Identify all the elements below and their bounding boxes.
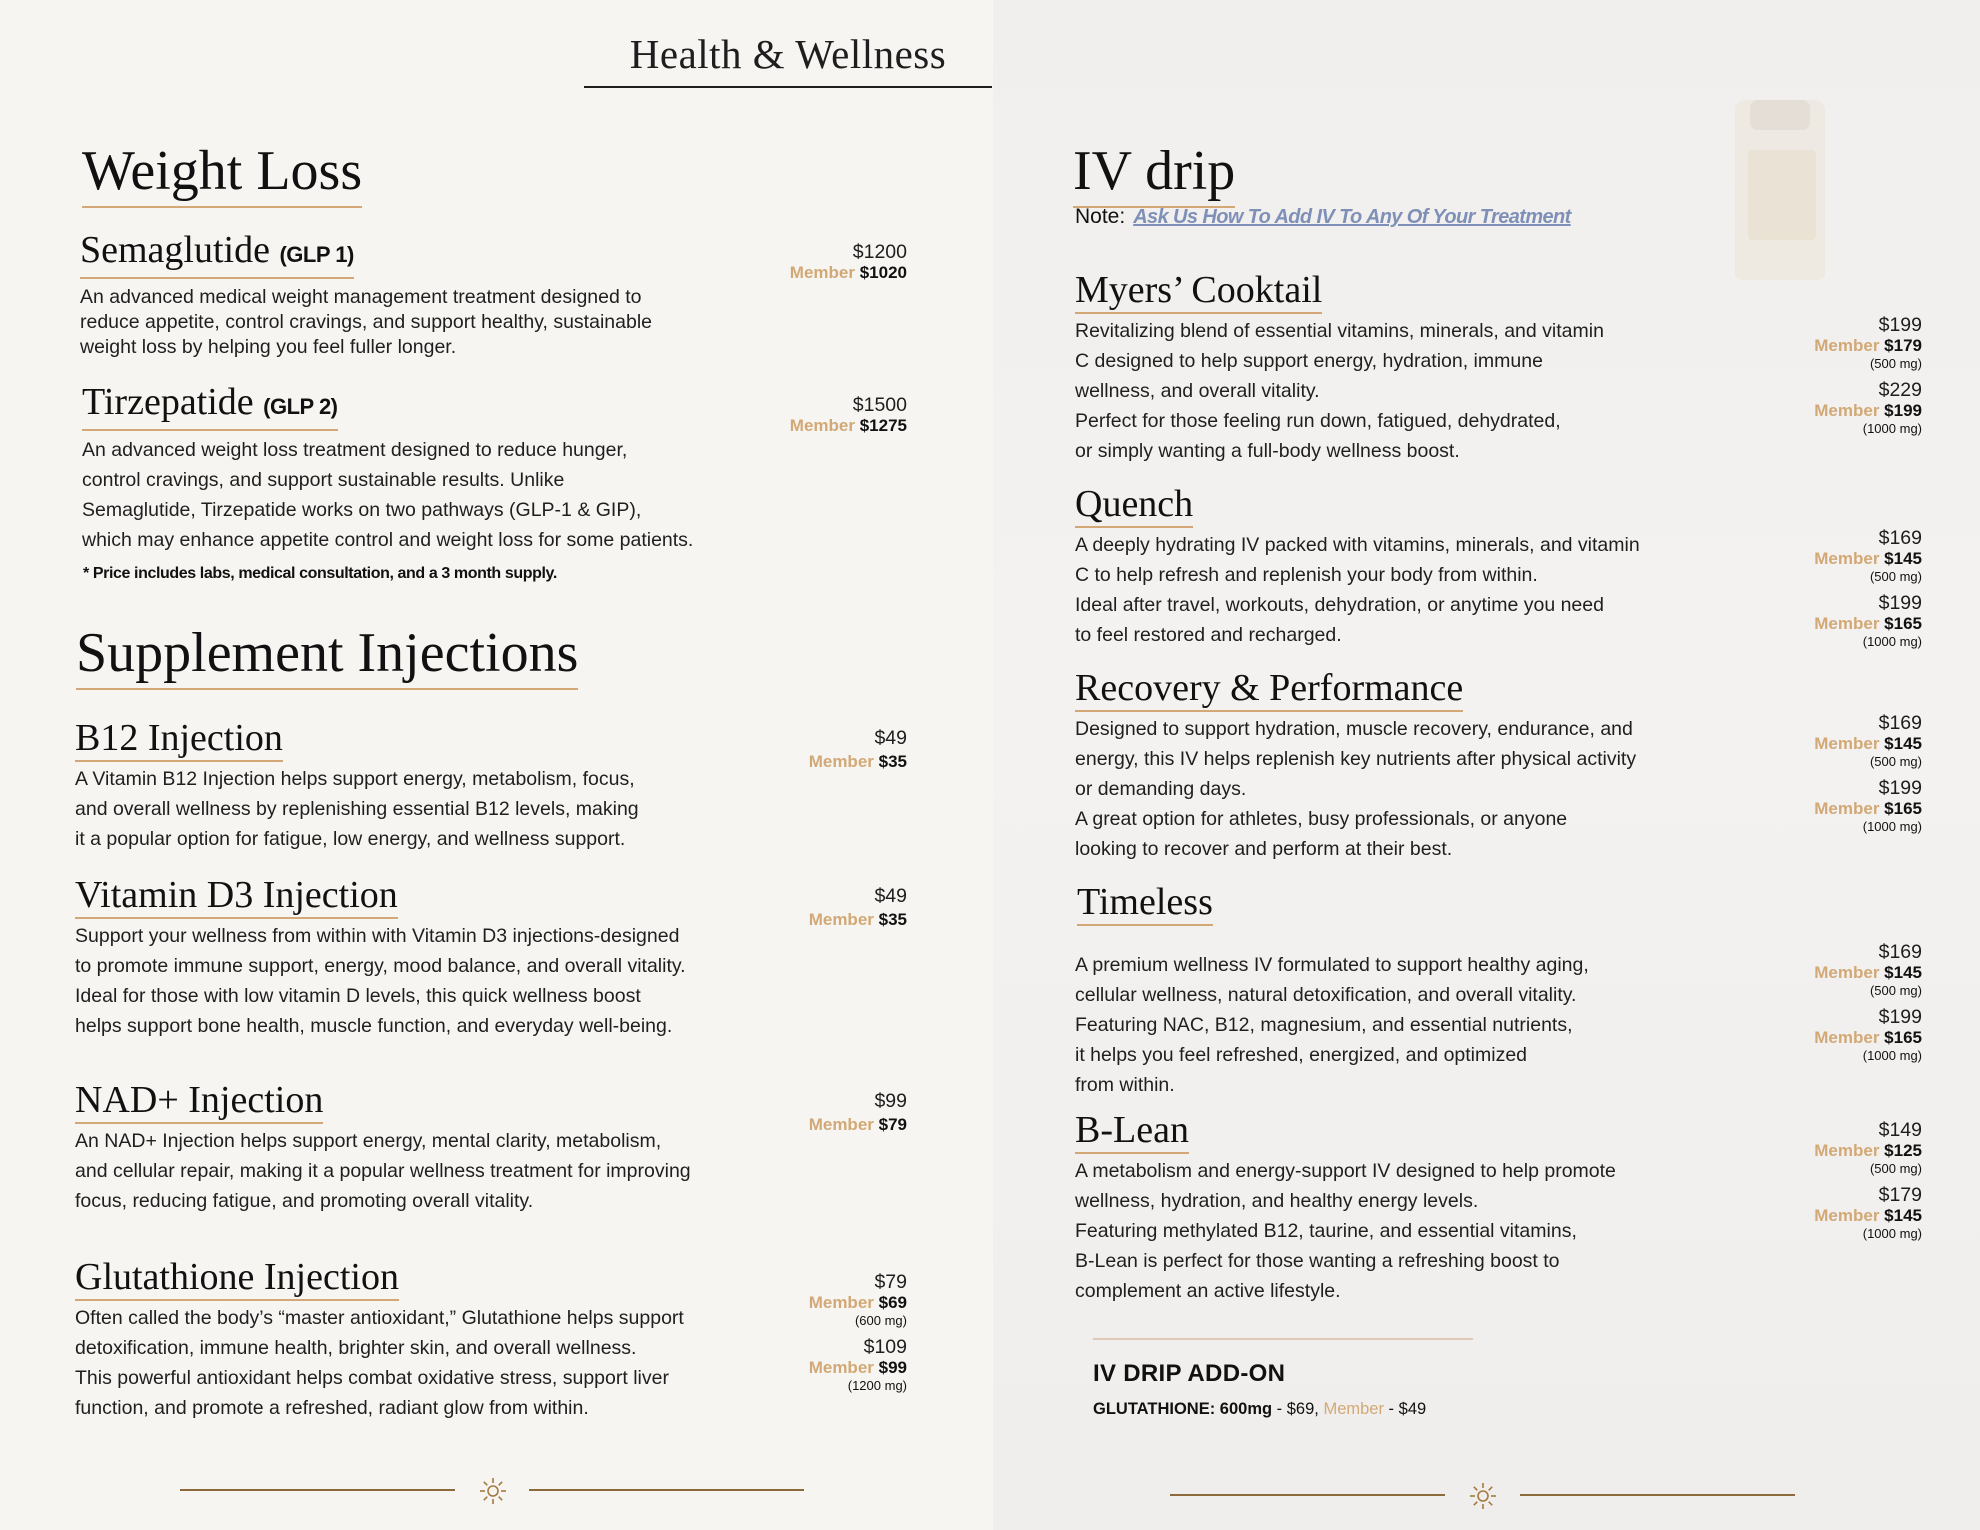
member-price: Member $179 bbox=[1814, 336, 1922, 355]
b12-injection-item bbox=[75, 716, 795, 854]
recovery-performance-title: Recovery & Performance bbox=[1075, 666, 1463, 712]
vial-label-image bbox=[1748, 150, 1816, 240]
regular-price: $199 bbox=[1878, 592, 1922, 614]
dose-label: (500 mg) bbox=[1869, 569, 1922, 584]
timeless-price bbox=[1814, 942, 1922, 1064]
member-price: Member $199 bbox=[1814, 401, 1922, 420]
nad-injection-item bbox=[75, 1078, 795, 1216]
sun-ornament-icon bbox=[479, 1477, 507, 1505]
iv-note bbox=[1075, 205, 1571, 229]
member-price: Member $145 bbox=[1814, 1206, 1922, 1225]
vitamin-d3-injection-price bbox=[809, 886, 907, 930]
regular-price: $199 bbox=[1878, 777, 1922, 799]
dose-label: (1200 mg) bbox=[847, 1378, 907, 1393]
timeless-item bbox=[1077, 880, 1717, 1100]
page-header bbox=[584, 26, 992, 88]
myers-cocktail-item bbox=[1075, 268, 1715, 466]
tirzepatide-description: An advanced weight loss treatment designed to reduce hunger, control cravings, and support sustainable results. Unlike Semaglutide, Tirzepatide works on two pathways (GLP-1 & GIP), which may enhance appetite control and weight loss for some patients. bbox=[82, 439, 694, 551]
dose-label: (1000 mg) bbox=[1862, 819, 1922, 834]
member-price: Member $1275 bbox=[789, 416, 907, 435]
glutathione-injection-price bbox=[809, 1272, 907, 1394]
semaglutide-description: An advanced medical weight management treatment designed to reduce appetite, control cravings, and support healthy, sustainable weight loss by helping you feel fuller longer. bbox=[80, 286, 652, 358]
member-price: Member $145 bbox=[1814, 963, 1922, 982]
note-label: Note: bbox=[1075, 205, 1126, 228]
quench-title: Quench bbox=[1075, 482, 1193, 528]
quench-price bbox=[1814, 528, 1922, 650]
price-footnote: * Price includes labs, medical consultation, and a 3 month supply. bbox=[83, 565, 557, 582]
member-price: Member $165 bbox=[1814, 614, 1922, 633]
regular-price: $169 bbox=[1878, 941, 1922, 963]
myers-cocktail-title: Myers’ Cooktail bbox=[1075, 268, 1322, 314]
myers-cocktail-description: Revitalizing blend of essential vitamins, minerals, and vitamin C designed to help support energy, hydration, immune wellness, and overall vitality. Perfect for those feeling run down, fatigued, dehydrated, or simply wanting a full-body wellness boost. bbox=[1075, 320, 1604, 462]
dose-label: (600 mg) bbox=[854, 1313, 907, 1328]
member-price: Member $165 bbox=[1814, 799, 1922, 818]
member-price: Member $145 bbox=[1814, 549, 1922, 568]
recovery-performance-item bbox=[1075, 666, 1715, 864]
footer-divider-right-2 bbox=[1520, 1494, 1795, 1496]
page-title: Health & Wellness bbox=[629, 31, 947, 77]
glutathione-injection-title: Glutathione Injection bbox=[75, 1255, 399, 1301]
b12-injection-description: A Vitamin B12 Injection helps support energy, metabolism, focus, and overall wellness by replenishing essential B12 levels, making it a popular option for fatigue, low energy, and wellness support. bbox=[75, 768, 639, 850]
vitamin-d3-injection-title: Vitamin D3 Injection bbox=[75, 873, 398, 919]
vial-cap-image bbox=[1750, 100, 1810, 130]
regular-price: $1500 bbox=[852, 394, 907, 416]
vitamin-d3-injection-item bbox=[75, 873, 795, 1041]
nad-injection-price bbox=[809, 1091, 907, 1135]
recovery-performance-price bbox=[1814, 713, 1922, 835]
dose-label: (1000 mg) bbox=[1862, 634, 1922, 649]
dose-label: (1000 mg) bbox=[1862, 1048, 1922, 1063]
regular-price: $99 bbox=[874, 1090, 907, 1112]
regular-price: $169 bbox=[1878, 712, 1922, 734]
semaglutide-item bbox=[80, 228, 780, 360]
tirzepatide-item bbox=[82, 380, 802, 555]
regular-price: $229 bbox=[1878, 379, 1922, 401]
semaglutide-price bbox=[790, 242, 907, 283]
tirzepatide-title: Tirzepatide (GLP 2) bbox=[82, 380, 338, 431]
tirzepatide-subtitle: (GLP 2) bbox=[263, 394, 338, 419]
footer-divider-left-2 bbox=[1170, 1494, 1445, 1496]
quench-description: A deeply hydrating IV packed with vitamins, minerals, and vitamin C to help refresh and replenish your body from within. Ideal after travel, workouts, dehydration, or anytime you need to feel restored and recharged. bbox=[1075, 534, 1640, 646]
glutathione-injection-description: Often called the body’s “master antioxidant,” Glutathione helps support detoxification, immune health, brighter skin, and overall wellness. This powerful antioxidant helps combat oxidative stress, support liver function, and promote a refreshed, radiant glow from within. bbox=[75, 1307, 684, 1419]
dose-label: (500 mg) bbox=[1869, 983, 1922, 998]
nad-injection-description: An NAD+ Injection helps support energy, mental clarity, metabolism, and cellular repair, making it a popular wellness treatment for improving focus, reducing fatigue, and promoting overall vitality. bbox=[75, 1130, 691, 1212]
dose-label: (1000 mg) bbox=[1862, 1226, 1922, 1241]
dose-label: (1000 mg) bbox=[1862, 421, 1922, 436]
regular-price: $79 bbox=[874, 1271, 907, 1293]
iv-drip-addon bbox=[1093, 1338, 1473, 1419]
addon-title: IV DRIP ADD-ON bbox=[1093, 1360, 1286, 1387]
regular-price: $179 bbox=[1878, 1184, 1922, 1206]
recovery-performance-description: Designed to support hydration, muscle recovery, endurance, and energy, this IV helps replenish key nutrients after physical activity or demanding days. A great option for athletes, busy professionals, or anyone looking to recover and perform at their best. bbox=[1075, 718, 1637, 860]
supplement-injections-heading: Supplement Injections bbox=[76, 620, 578, 690]
note-link[interactable]: Ask Us How To Add IV To Any Of Your Treatment bbox=[1133, 206, 1571, 228]
regular-price: $1200 bbox=[852, 241, 907, 263]
footer-divider-left bbox=[180, 1489, 455, 1491]
weight-loss-heading: Weight Loss bbox=[82, 138, 362, 208]
vitamin-d3-injection-description: Support your wellness from within with Vitamin D3 injections-designed to promote immune support, energy, mood balance, and overall vitality. Ideal for those with low vitamin D levels, this quick wellness boost helps support bone health, muscle function, and everyday well-being. bbox=[75, 925, 686, 1037]
dose-label: (500 mg) bbox=[1869, 1161, 1922, 1176]
dose-label: (500 mg) bbox=[1869, 754, 1922, 769]
member-price: Member $125 bbox=[1814, 1141, 1922, 1160]
member-price: Member $79 bbox=[808, 1115, 907, 1134]
regular-price: $49 bbox=[874, 885, 907, 907]
tirzepatide-price bbox=[790, 395, 907, 436]
iv-drip-heading: IV drip bbox=[1073, 138, 1235, 208]
b-lean-title: B-Lean bbox=[1075, 1108, 1189, 1154]
b12-injection-title: B12 Injection bbox=[75, 716, 283, 762]
regular-price: $149 bbox=[1878, 1119, 1922, 1141]
member-price: Member $35 bbox=[808, 752, 907, 771]
regular-price: $199 bbox=[1878, 314, 1922, 336]
member-price: Member $99 bbox=[808, 1358, 907, 1377]
dose-label: (500 mg) bbox=[1869, 356, 1922, 371]
addon-line: GLUTATHIONE: 600mg - $69, Member - $49 bbox=[1093, 1400, 1427, 1418]
myers-cocktail-price bbox=[1814, 315, 1922, 437]
timeless-description: A premium wellness IV formulated to support healthy aging, cellular wellness, natural detoxification, and overall vitality. Featuring NAC, B12, magnesium, and essential nutrients, it helps you feel refreshed, energized, and optimized from within. bbox=[1075, 954, 1589, 1096]
glutathione-injection-item bbox=[75, 1255, 795, 1423]
quench-item bbox=[1075, 482, 1715, 650]
member-price: Member $69 bbox=[808, 1293, 907, 1312]
timeless-title: Timeless bbox=[1077, 880, 1213, 926]
member-price: Member $145 bbox=[1814, 734, 1922, 753]
b-lean-price bbox=[1814, 1120, 1922, 1242]
semaglutide-subtitle: (GLP 1) bbox=[279, 242, 354, 267]
regular-price: $109 bbox=[863, 1336, 907, 1358]
regular-price: $169 bbox=[1878, 527, 1922, 549]
b12-injection-price bbox=[809, 728, 907, 772]
member-price: Member $35 bbox=[808, 910, 907, 929]
b-lean-item bbox=[1075, 1108, 1715, 1306]
semaglutide-title: Semaglutide (GLP 1) bbox=[80, 228, 354, 279]
footer-divider-right bbox=[529, 1489, 804, 1491]
member-price: Member $165 bbox=[1814, 1028, 1922, 1047]
regular-price: $199 bbox=[1878, 1006, 1922, 1028]
regular-price: $49 bbox=[874, 727, 907, 749]
member-price: Member $1020 bbox=[789, 263, 907, 282]
sun-ornament-icon bbox=[1469, 1482, 1497, 1510]
b-lean-description: A metabolism and energy-support IV designed to help promote wellness, hydration, and healthy energy levels. Featuring methylated B12, taurine, and essential vitamins, B-Lean is perfect for those wanting a refreshing boost to complement an active lifestyle. bbox=[1075, 1160, 1616, 1302]
nad-injection-title: NAD+ Injection bbox=[75, 1078, 323, 1124]
